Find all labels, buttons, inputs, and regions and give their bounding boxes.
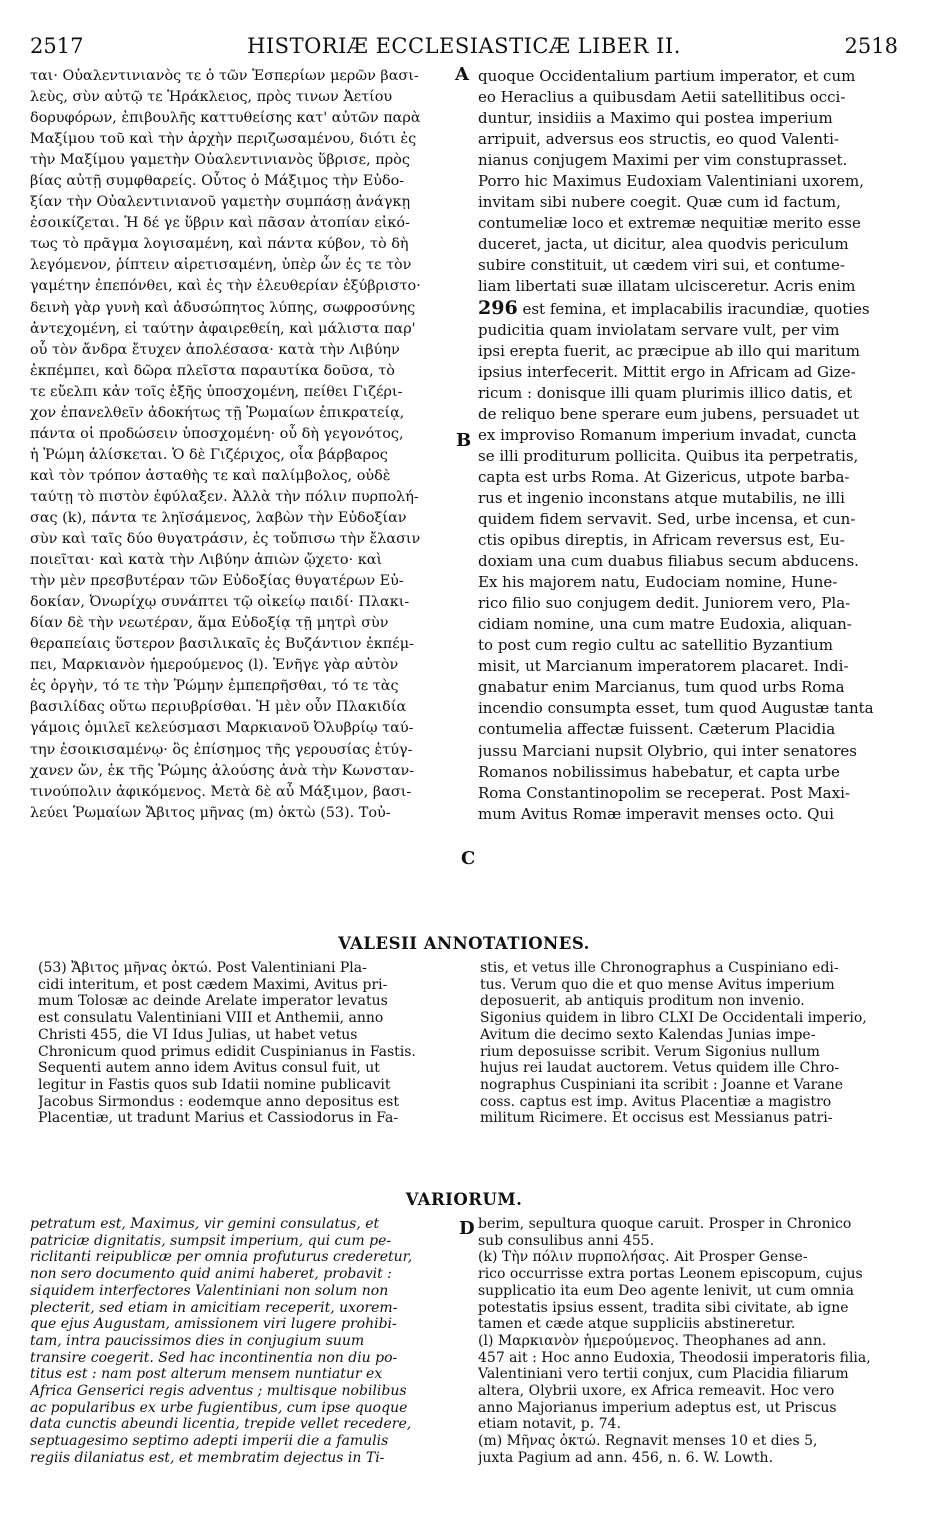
latin-text-line: pudicitia quam inviolatam servare vult, per vim bbox=[478, 320, 840, 339]
greek-column bbox=[30, 66, 462, 824]
annotation-line: deposuerit, ab antiquis proditum non invenio. bbox=[480, 993, 805, 1010]
annotation-line: cidi interitum, et post cædem Maximi, Avitus pri- bbox=[38, 976, 388, 993]
annotation-line: coss. captus est imp. Avitus Placentiæ a magistro bbox=[480, 1093, 832, 1110]
margin-letter-b: B bbox=[456, 430, 472, 451]
variorum-heading: VARIORUM. bbox=[405, 1190, 523, 1209]
greek-text-line: πει, Μαρκιανὸν ἡμερούμενος (l). Ἐνῆγε γὰρ αὐτὸν bbox=[30, 657, 399, 674]
margin-letter-c: C bbox=[461, 848, 476, 869]
valesii-left-column bbox=[38, 960, 460, 1127]
annotation-line: (53) Ἄβιτος μῆνας ὀκτώ. Post Valentiniani Pla- bbox=[38, 960, 367, 976]
greek-text-line: ξίαν τὴν Οὐαλεντινιανοῦ γαμετὴν συμπάσῃ ἀνάγκῃ bbox=[30, 194, 411, 211]
margin-letter-d: D bbox=[459, 1218, 475, 1239]
latin-text-line: 296 est femina, et implacabilis iracundiæ, quoties bbox=[478, 297, 870, 319]
greek-text-line: θεραπείαις ὕστερον βασιλικαῖς ἐς Βυζάντιον ἐκπέμ- bbox=[30, 636, 414, 653]
variorum-line: plecterit, sed etiam in amicitiam receperit, uxorem- bbox=[30, 1299, 398, 1316]
greek-text-line: καὶ τὸν τρόπον ἀσταθὴς τε καὶ παλίμβολος, οὐδὲ bbox=[30, 467, 391, 484]
latin-text-line: Porro hic Maximus Eudoxiam Valentiniani uxorem, bbox=[478, 172, 865, 191]
latin-text-line: quoque Occidentalium partium imperator, et cum bbox=[478, 67, 856, 85]
latin-text-line: to post cum regio cultu ac satellitio Byzantium bbox=[478, 636, 833, 655]
latin-text-line: Roma Constantinopolim se receperat. Post Maxi- bbox=[478, 783, 850, 802]
annotation-line: nographus Cuspiniani ita scribit : Joanne et Varane bbox=[480, 1076, 844, 1093]
greek-text-line: χον ἐπανελθεῖν ἀδοκήτως τῇ Ῥωμαίων ἐπικρατείᾳ, bbox=[30, 404, 405, 421]
greek-text-line: Μαξίμου τοῦ καὶ τὴν ἀρχὴν περιζωσαμένου, διότι ἐς bbox=[30, 131, 417, 148]
variorum-line: que ejus Augustam, amissionem viri lugere prohibi- bbox=[30, 1316, 397, 1333]
valesii-heading: VALESII ANNOTATIONES. bbox=[338, 934, 590, 953]
page-marker: 296 bbox=[478, 297, 518, 319]
variorum-line: ac popularibus ex urbe fugientibus, cum ipse quoque bbox=[30, 1399, 408, 1416]
greek-text-line: λεγόμενον, ῥίπτειν αἱρετισαμένη, ὑπὲρ ὧν ἐς τε τὸν bbox=[30, 257, 412, 274]
annotation-line: Placentiæ, ut tradunt Marius et Cassiodorus in Fa- bbox=[38, 1110, 399, 1127]
page-header bbox=[30, 34, 898, 62]
variorum-line: (k) Τὴν πόλιν πυρπολήσας. Ait Prosper Gense- bbox=[478, 1249, 808, 1266]
annotation-line: tus. Verum quo die et quo mense Avitus imperium bbox=[480, 976, 835, 993]
running-title: HISTORIÆ ECCLESIASTICÆ LIBER II. bbox=[247, 34, 681, 58]
variorum-line: sub consulibus anni 455. bbox=[478, 1232, 655, 1249]
variorum-line: juxta Pagium ad ann. 456, n. 6. W. Lowth. bbox=[478, 1449, 774, 1466]
variorum-line: patriciæ dignitatis, sumpsit imperium, qui cum pe- bbox=[30, 1232, 392, 1249]
latin-text-line: arripuit, adversus eos structis, eo quod Valenti- bbox=[478, 130, 839, 149]
latin-text-line: ipsi erepta fuerit, ac præcipue ab illo qui maritum bbox=[478, 341, 861, 360]
annotation-line: mum Tolosæ ac deinde Arelate imperator levatus bbox=[38, 993, 388, 1010]
greek-text-line: ἐκπέμπει, καὶ δῶρα πλεῖστα παραυτίκα δοῦσα, τὸ bbox=[30, 362, 395, 379]
latin-text-line: contumeliæ loco et extremæ nequitiæ merito esse bbox=[478, 214, 861, 233]
variorum-line: altera, Olybrii uxore, ex Africa remeavit. Hoc vero bbox=[478, 1383, 835, 1400]
latin-text-line: de reliquo bene sperare eum jubens, persuadet ut bbox=[478, 404, 859, 423]
latin-text-line: rico filio suo conjugem dedit. Juniorem vero, Pla- bbox=[478, 594, 851, 613]
greek-text-line: οὗ τὸν ἄνδρα ἔτυχεν ἀπολέσασα· κατὰ τὴν Λιβύην bbox=[30, 341, 400, 358]
greek-text-line: βίας αὐτῇ συμφθαρείς. Οὗτος ὁ Μάξιμος τὴν Εὐδο- bbox=[30, 173, 405, 190]
greek-text-line: τὴν Μαξίμου γαμετὴν Οὐαλεντινιανὸς ὕβρισε, πρὸς bbox=[30, 152, 410, 169]
variorum-line: potestatis ipsius essent, tradita sibi civitate, ab igne bbox=[478, 1299, 849, 1316]
greek-text-line: ἀντεχομένη, εἰ ταύτην ἀφαιρεθείη, καὶ μάλιστα παρ' bbox=[30, 320, 416, 337]
variorum-left-column bbox=[30, 1216, 458, 1467]
latin-text-line: quidem fidem servavit. Sed, urbe incensa, et cun- bbox=[478, 509, 856, 528]
variorum-line: etiam notavit, p. 74. bbox=[478, 1416, 621, 1433]
latin-text-line: ctis opibus direptis, in Africam reversus est, Eu- bbox=[478, 531, 845, 550]
greek-text-line: σὺν καὶ ταῖς δύο θυγατράσιν, ἐς τοὔπισω τὴν ἔλασιν bbox=[30, 531, 421, 548]
variorum-line: regiis dilaniatus est, et membratim dejectus in Ti- bbox=[30, 1449, 385, 1466]
greek-text-line: γάμοις ὁμιλεῖ κελεύσμασι Μαρκιανοῦ Ὀλυβρίῳ ταύ- bbox=[30, 720, 414, 737]
latin-text-line: contumelia affectæ fuissent. Cæterum Placidia bbox=[478, 720, 836, 739]
latin-text-line: nianus conjugem Maximi per vim constuprasset. bbox=[478, 151, 848, 170]
greek-text-line: ται· Οὐαλεντινιανὸς τε ὁ τῶν Ἑσπερίων μερῶν βασι- bbox=[30, 68, 419, 84]
latin-text-line: Ex his majorem natu, Eudociam nomine, Hune- bbox=[478, 573, 838, 592]
greek-text-line: σας (k), πάντα τε ληϊσάμενος, λαβὼν τὴν Εὐδοξίαν bbox=[30, 509, 407, 526]
annotation-line: legitur in Fastis quos sub Idatii nomine publicavit bbox=[38, 1076, 391, 1093]
variorum-line: petratum est, Maximus, vir gemini consulatus, et bbox=[30, 1216, 380, 1232]
latin-text-line: subire constituit, ut cædem viri sui, et contume- bbox=[478, 256, 845, 275]
greek-text-line: βασιλίδας οὕτω περιυβρίσθαι. Ἡ μὲν οὖν Πλακιδία bbox=[30, 699, 407, 716]
variorum-line: data cunctis abeundi licentia, trepide vellet recedere, bbox=[30, 1416, 412, 1433]
variorum-line: siquidem interfectores Valentiniani non solum non bbox=[30, 1282, 389, 1299]
variorum-line: transire coegerit. Sed hac incontinentia non diu po- bbox=[30, 1349, 398, 1366]
page-number-right: 2518 bbox=[844, 34, 898, 58]
latin-text-line: invitam sibi nubere coegit. Quæ cum id factum, bbox=[478, 193, 841, 212]
greek-text-line: ποιεῖται· καὶ κατὰ τὴν Λιβύην ἀπιὼν ᾤχετο· καὶ bbox=[30, 552, 383, 569]
margin-letter-a: A bbox=[455, 64, 469, 85]
greek-text-line: τως τὸ πρᾶγμα λογισαμένη, καὶ πάντα κύβον, τὸ δὴ bbox=[30, 236, 409, 253]
latin-text-line: cidiam nomine, una cum matre Eudoxia, aliquan- bbox=[478, 615, 852, 634]
variorum-line: (l) Μαρκιανὸν ἡμερούμενος. Theophanes ad ann. bbox=[478, 1332, 827, 1349]
annotation-line: Chronicum quod primus edidit Cuspinianus in Fastis. bbox=[38, 1043, 416, 1060]
annotation-line: Christi 455, die VI Idus Julias, ut habet vetus bbox=[38, 1026, 358, 1043]
variorum-line: ricο occurrisse extra portas Leonem episcopum, cujus bbox=[478, 1266, 863, 1283]
latin-text-line: liam libertati suæ illatam ulcisceretur. Acris enim bbox=[478, 277, 856, 296]
annotation-line: stis, et vetus ille Chronographus a Cuspiniano edi- bbox=[480, 960, 839, 976]
greek-text-line: λεύει Ῥωμαίων Ἄβιτος μῆνας (m) ὀκτὼ (53). Τοὐ- bbox=[30, 804, 391, 821]
greek-text-line: τινούπολιν ἀφικόμενος. Μετὰ δὲ αὖ Μάξιμον, βασι- bbox=[30, 783, 412, 800]
greek-text-line: τὴν μὲν πρεσβυτέραν τῶν Εὐδοξίας θυγατέρων Εὐ- bbox=[30, 573, 404, 590]
latin-text-line: Romanos nobilissimus habebatur, et capta urbe bbox=[478, 762, 840, 781]
latin-text-line: doxiam una cum duabus filiabus secum abducens. bbox=[478, 552, 859, 571]
latin-text-line: jussu Marciani nupsit Olybrio, qui inter senatores bbox=[478, 741, 858, 760]
greek-text-line: δοκίαν, Ὀνωρίχῳ συνάπτει τῷ οἰκείῳ παιδί· Πλακι- bbox=[30, 594, 410, 611]
variorum-right-column bbox=[478, 1216, 898, 1467]
greek-text-line: την ἐσοικισαμένῳ· ὃς ἐπίσημος τῆς γερουσίας ἐτύγ- bbox=[30, 741, 413, 758]
variorum-line: non sero documento quid animi haberet, probavit : bbox=[30, 1266, 392, 1283]
latin-text-line: gnabatur enim Marcianus, tum quod urbs Roma bbox=[478, 678, 845, 697]
greek-text-line: δορυφόρων, ἐπιβουλῆς καττυθείσης κατ' αὐτῶν παρὰ bbox=[30, 110, 421, 127]
variorum-line: riclitanti reipublicæ per omnia profuturus crederetur, bbox=[30, 1249, 413, 1266]
variorum-line: tamen et cæde atque suppliciis abstineretur. bbox=[478, 1316, 796, 1333]
greek-text-line: τε εὔελπι κἀν τοῖς ἑξῆς ὑποσχομένη, πείθει Γιζέρι- bbox=[30, 383, 403, 400]
latin-text-line: misit, ut Marcianum imperatorem placaret. Indi- bbox=[478, 657, 849, 676]
variorum-line: septuagesimo septimo adepti imperii die a famulis bbox=[30, 1433, 389, 1450]
annotation-line: hujus rei laudat auctorem. Vetus quidem ille Chro- bbox=[480, 1060, 840, 1077]
greek-text-line: δεινὴ γὰρ γυνὴ καὶ ἀδυσώπητος λύπης, σωφροσύνης bbox=[30, 299, 416, 316]
latin-text-line: mum Avitus Romæ imperavit menses octo. Qui bbox=[478, 804, 834, 823]
latin-text-line: ex improviso Romanum imperium invadat, cuncta bbox=[478, 425, 857, 444]
variorum-line: supplicatio ita eum Deo agente lenivit, ut cum omnia bbox=[478, 1282, 854, 1299]
latin-text-line: se illi proditurum pollicita. Quibus ita perpetratis, bbox=[478, 446, 859, 465]
latin-text-line: incendio consumpta esset, tum quod Augustæ tanta bbox=[478, 699, 874, 718]
variorum-line: (m) Μῆνας ὀκτώ. Regnavit menses 10 et dies 5, bbox=[478, 1433, 818, 1450]
annotation-line: est consulatu Valentiniani VIII et Anthemii, anno bbox=[38, 1010, 384, 1027]
variorum-line: 457 ait : Hoc anno Eudoxia, Theodosii imperatoris filia, bbox=[478, 1349, 871, 1366]
valesii-right-column bbox=[480, 960, 898, 1127]
greek-text-line: πάντα οἱ προδώσειν ὑποσχομένη· οὗ δὴ γεγονότος, bbox=[30, 425, 404, 442]
latin-text-line: capta est urbs Roma. At Gizericus, utpote barba- bbox=[478, 467, 850, 486]
latin-text-line: duntur, insidiis a Maximo qui postea imperium bbox=[478, 109, 833, 128]
variorum-line: anno Majorianus imperium adeptus est, ut Priscus bbox=[478, 1399, 837, 1416]
annotation-line: militum Ricimere. Et occisus est Messianus patri- bbox=[480, 1110, 833, 1127]
latin-text-line: duceret, jacta, ut dicitur, alea quodvis periculum bbox=[478, 235, 849, 254]
greek-text-line: γαμέτην ἐπεπόνθει, καὶ ἐς τὴν ἐλευθερίαν ἐξύβριστο· bbox=[30, 278, 421, 295]
greek-text-line: χανεν ὤν, ἐκ τῆς Ῥώμης ἁλούσης ἀνὰ τὴν Κωνσταν- bbox=[30, 762, 415, 779]
variorum-line: Valentiniani vero tertii conjux, cum Placidia filiarum bbox=[478, 1366, 849, 1383]
greek-text-line: ἐσοικίζεται. Ἡ δέ γε ὕβριν καὶ πᾶσαν ἀτοπίαν εἰκό- bbox=[30, 215, 410, 232]
annotation-line: Sigonius quidem in libro CLXI De Occidentali imperio, bbox=[480, 1010, 867, 1027]
annotation-line: Sequenti autem anno idem Avitus consul fuit, ut bbox=[38, 1060, 380, 1077]
latin-text-line: rus et ingenio inconstans atque mutabilis, ne illi bbox=[478, 488, 845, 507]
greek-text-line: ἐς ὀργὴν, τό τε τὴν Ῥώμην ἐμπεπρῆσθαι, τό τε τὰς bbox=[30, 678, 399, 695]
greek-text-line: ἡ Ῥώμη ἁλίσκεται. Ὁ δὲ Γιζέριχος, οἷα βάρβαρος bbox=[30, 446, 388, 463]
greek-text-line: ταύτῃ τὸ πιστὸν ἐφύλαξεν. Ἀλλὰ τὴν πόλιν πυρπολή- bbox=[30, 488, 419, 505]
latin-text-line: ricum : donisque illi quam plurimis illico datis, et bbox=[478, 383, 853, 402]
annotation-line: rium deposuisse scribit. Verum Sigonius nullum bbox=[480, 1043, 820, 1060]
annotation-line: Jacobus Sirmondus : eodemque anno depositus est bbox=[38, 1093, 399, 1110]
latin-text-line: eo Heraclius a quibusdam Aetii satellitibus occi- bbox=[478, 88, 846, 107]
annotation-line: Avitum die decimo sexto Kalendas Junias impe- bbox=[480, 1026, 816, 1043]
greek-text-line: λεὺς, σὺν αὐτῷ τε Ἡράκλειος, πρὸς τινων Ἀετίου bbox=[30, 89, 393, 106]
latin-column bbox=[478, 66, 898, 825]
variorum-line: tam, intra paucissimos dies in conjugium suum bbox=[30, 1332, 365, 1349]
greek-text-line: δίαν δὲ τὴν νεωτέραν, ἅμα Εὐδοξίᾳ τῇ μητρὶ σὺν bbox=[30, 615, 389, 632]
page-number-left: 2517 bbox=[30, 34, 84, 58]
variorum-line: titus est : nam post alterum mensem nuntiatur ex bbox=[30, 1366, 383, 1383]
latin-text-line: ipsius interfecerit. Mittit ergo in Africam ad Gize- bbox=[478, 362, 856, 381]
variorum-line: berim, sepultura quoque caruit. Prosper in Chronico bbox=[478, 1216, 852, 1232]
variorum-line: Africa Genserici regis adventus ; multisque nobilibus bbox=[30, 1383, 407, 1400]
